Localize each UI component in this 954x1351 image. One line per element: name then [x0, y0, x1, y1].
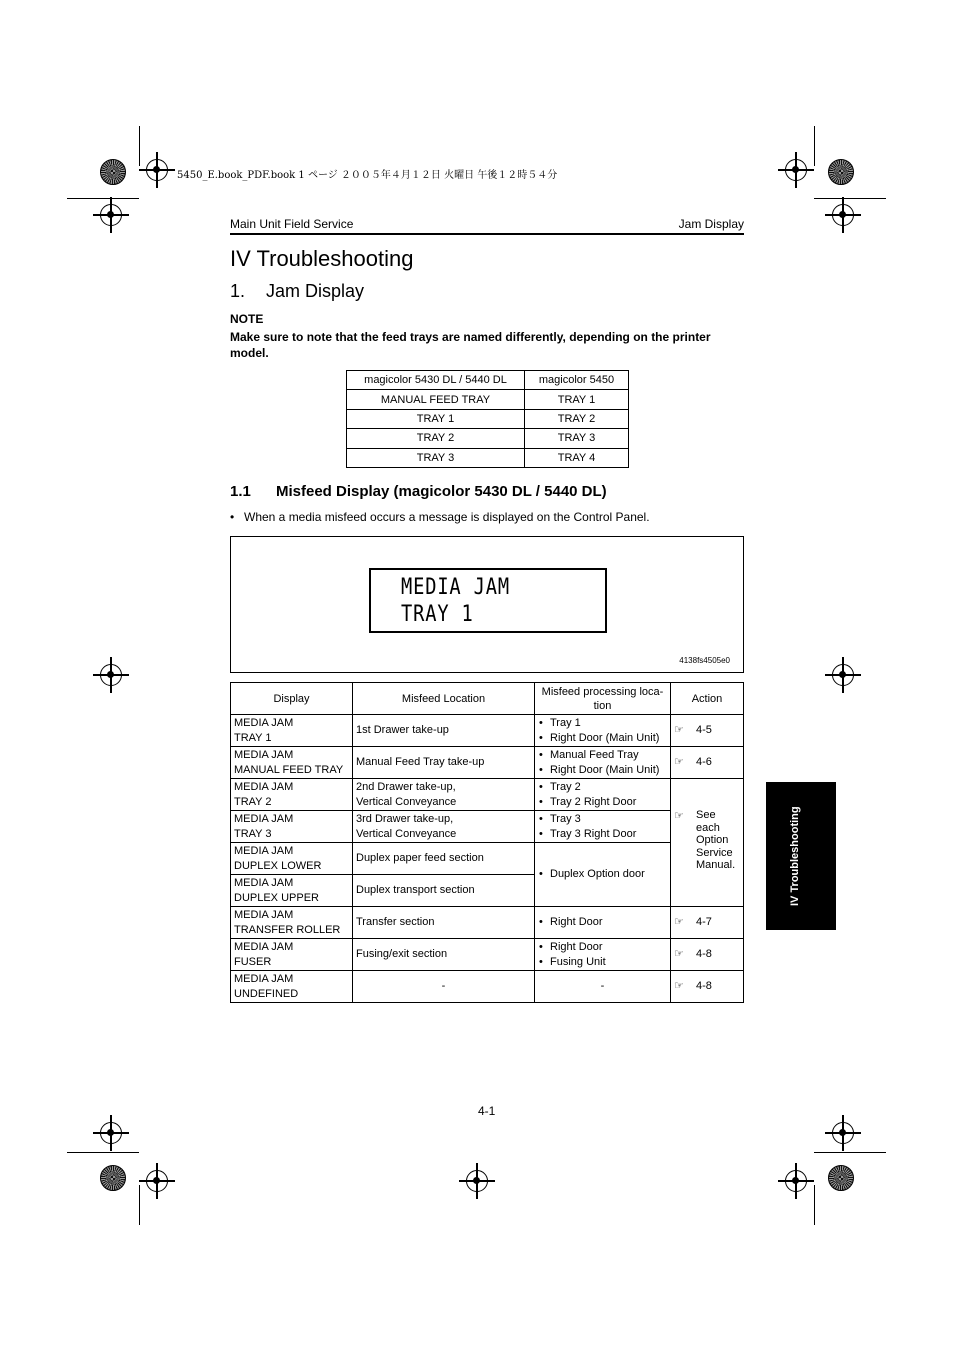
location-line: Vertical Conveyance — [356, 827, 457, 840]
table-row — [231, 747, 744, 779]
processing-item: • Tray 3 Right Door — [538, 827, 667, 842]
processing-cell — [535, 779, 671, 811]
registration-mark-icon — [100, 204, 122, 226]
display-line: TRAY 2 — [234, 795, 272, 808]
table-header: magicolor 5430 DL / 5440 DL — [347, 371, 525, 390]
page-number: 4-1 — [478, 1104, 496, 1118]
table-header-row — [347, 371, 629, 390]
table-header: magicolor 5450 — [525, 371, 629, 390]
table-cell: TRAY 2 — [525, 409, 629, 428]
hand-pointer-icon: ☞ — [674, 724, 684, 737]
display-line: MEDIA JAM — [234, 877, 294, 889]
action-line: See — [696, 809, 716, 821]
display-line: MEDIA JAM — [234, 717, 294, 729]
registration-mark-icon — [785, 159, 807, 181]
registration-mark-icon — [146, 159, 168, 181]
tray-name-table — [346, 370, 629, 468]
color-bar-icon — [100, 159, 126, 185]
action-line: Option — [696, 834, 729, 846]
processing-item: • Fusing Unit — [538, 955, 667, 970]
registration-mark-icon — [832, 1122, 854, 1144]
processing-item: • Right Door (Main Unit) — [538, 731, 667, 746]
color-bar-icon — [828, 1165, 854, 1191]
display-cell — [231, 843, 353, 875]
processing-item: • Tray 2 — [538, 780, 667, 795]
bullet-icon: • — [230, 510, 235, 524]
display-line: MEDIA JAM — [234, 813, 294, 825]
table-row — [231, 715, 744, 747]
registration-mark-icon — [785, 1170, 807, 1192]
location-cell: 1st Drawer take-up — [353, 715, 535, 747]
crop-mark — [67, 1152, 139, 1153]
processing-cell — [535, 747, 671, 779]
action-ref: 4-8 — [696, 980, 712, 993]
location-cell: Fusing/exit section — [353, 939, 535, 971]
location-line: 2nd Drawer take-up, — [356, 781, 456, 793]
action-cell — [671, 779, 744, 907]
display-cell — [231, 939, 353, 971]
table-row — [231, 939, 744, 971]
bullet-text: When a media misfeed occurs a message is displayed on the Control Panel. — [244, 510, 650, 524]
chapter-side-tab — [766, 782, 836, 930]
processing-cell: - — [535, 971, 671, 1003]
display-cell — [231, 811, 353, 843]
lcd-display — [369, 568, 607, 633]
location-cell: Duplex paper feed section — [353, 843, 535, 875]
location-cell — [353, 811, 535, 843]
action-cell — [671, 747, 744, 779]
hand-pointer-icon: ☞ — [674, 980, 684, 993]
processing-item: • Tray 3 — [538, 812, 667, 827]
hand-pointer-icon: ☞ — [674, 810, 684, 822]
crop-mark — [139, 126, 140, 166]
table-cell: TRAY 2 — [347, 429, 525, 448]
location-line: Vertical Conveyance — [356, 795, 457, 808]
table-cell: TRAY 1 — [347, 409, 525, 428]
display-cell — [231, 971, 353, 1003]
registration-mark-icon — [100, 1122, 122, 1144]
display-line: MANUAL FEED TRAY — [234, 763, 344, 776]
table-header: Action — [671, 683, 744, 715]
processing-cell — [535, 939, 671, 971]
lcd-line-2: TRAY 1 — [401, 602, 474, 627]
processing-item: • Duplex Option door — [538, 867, 667, 882]
display-line: MEDIA JAM — [234, 941, 294, 953]
table-row — [231, 843, 744, 875]
action-cell — [671, 715, 744, 747]
processing-item: • Tray 1 — [538, 716, 667, 731]
hand-pointer-icon: ☞ — [674, 916, 684, 929]
crop-mark — [814, 198, 886, 199]
action-ref: 4-8 — [696, 948, 712, 961]
location-line: 3rd Drawer take-up, — [356, 813, 454, 825]
table-header: Display — [231, 683, 353, 715]
processing-cell — [535, 907, 671, 939]
running-header-right: Jam Display — [678, 217, 744, 231]
display-line: FUSER — [234, 955, 272, 968]
table-cell: TRAY 3 — [525, 429, 629, 448]
table-row — [347, 409, 629, 428]
table-cell: TRAY 1 — [525, 390, 629, 409]
figure-code: 4138fs4505e0 — [679, 656, 730, 665]
section-number: 1. — [230, 281, 246, 301]
location-cell — [353, 779, 535, 811]
action-line: Service — [696, 846, 733, 859]
display-cell — [231, 907, 353, 939]
crop-mark — [139, 1185, 140, 1225]
bullet-item — [230, 510, 650, 524]
table-header-row — [231, 683, 744, 715]
print-job-header: 5450_E.book_PDF.book 1 ページ ２００５年４月１２日 火曜日 午後１２時５４分 — [177, 170, 558, 181]
display-cell — [231, 715, 353, 747]
action-ref: 4-6 — [696, 756, 712, 769]
header-rule — [230, 233, 744, 235]
location-cell: Duplex transport section — [353, 875, 535, 907]
side-tab-label: IV Troubleshooting — [789, 806, 801, 906]
hand-pointer-icon: ☞ — [674, 948, 684, 961]
hand-pointer-icon: ☞ — [674, 756, 684, 769]
subsection-title: Misfeed Display (magicolor 5430 DL / 5440 DL) — [276, 483, 607, 500]
action-ref: 4-7 — [696, 916, 712, 929]
crop-mark — [814, 126, 815, 166]
action-cell — [671, 907, 744, 939]
section-heading — [230, 281, 364, 302]
table-row — [347, 429, 629, 448]
display-cell — [231, 779, 353, 811]
registration-mark-icon — [100, 664, 122, 686]
subsection-number: 1.1 — [230, 483, 251, 500]
display-line: DUPLEX UPPER — [234, 891, 319, 904]
crop-mark — [814, 1152, 886, 1153]
processing-item: • Right Door — [538, 915, 667, 930]
table-row — [231, 811, 744, 843]
table-header: Misfeed Location — [353, 683, 535, 715]
table-cell: TRAY 4 — [525, 448, 629, 467]
section-title: Jam Display — [266, 281, 365, 301]
display-line: DUPLEX LOWER — [234, 859, 322, 872]
running-header-left: Main Unit Field Service — [230, 217, 354, 231]
action-ref: 4-5 — [696, 724, 712, 737]
display-line: TRANSFER ROLLER — [234, 923, 341, 936]
crop-mark — [814, 1185, 815, 1225]
control-panel-figure — [230, 536, 744, 673]
crop-mark — [67, 198, 139, 199]
display-line: TRAY 1 — [234, 731, 272, 744]
display-line: TRAY 3 — [234, 827, 272, 840]
display-cell — [231, 747, 353, 779]
table-row — [347, 448, 629, 467]
lcd-line-1: MEDIA JAM — [401, 575, 510, 600]
processing-item: • Tray 2 Right Door — [538, 795, 667, 810]
processing-cell — [535, 843, 671, 907]
registration-mark-icon — [146, 1170, 168, 1192]
table-row — [231, 779, 744, 811]
chapter-title: IV Troubleshooting — [230, 246, 414, 271]
display-line: UNDEFINED — [234, 987, 299, 1000]
location-cell: Transfer section — [353, 907, 535, 939]
table-row — [231, 907, 744, 939]
misfeed-table — [230, 682, 744, 1003]
display-cell — [231, 875, 353, 907]
table-cell: TRAY 3 — [347, 448, 525, 467]
action-cell — [671, 971, 744, 1003]
display-line: MEDIA JAM — [234, 909, 294, 921]
location-cell: Manual Feed Tray take-up — [353, 747, 535, 779]
color-bar-icon — [100, 1165, 126, 1191]
processing-item: • Right Door (Main Unit) — [538, 763, 667, 778]
table-row — [347, 390, 629, 409]
processing-cell — [535, 715, 671, 747]
registration-mark-icon — [466, 1170, 488, 1192]
note-label: NOTE — [230, 312, 264, 326]
registration-mark-icon — [832, 204, 854, 226]
note-text: Make sure to note that the feed trays are named differently, depending on the printer model. — [230, 330, 711, 360]
display-line: MEDIA JAM — [234, 973, 294, 985]
registration-mark-icon — [832, 664, 854, 686]
table-cell: MANUAL FEED TRAY — [347, 390, 525, 409]
color-bar-icon — [828, 159, 854, 185]
table-header: Misfeed processing loca- tion — [535, 683, 671, 715]
processing-cell — [535, 811, 671, 843]
table-row — [231, 971, 744, 1003]
display-line: MEDIA JAM — [234, 781, 294, 793]
display-line: MEDIA JAM — [234, 845, 294, 857]
display-line: MEDIA JAM — [234, 749, 294, 761]
action-line: Manual. — [696, 859, 736, 871]
processing-item: • Right Door — [538, 940, 667, 955]
location-cell: - — [353, 971, 535, 1003]
subsection-heading — [230, 483, 607, 500]
action-cell — [671, 939, 744, 971]
processing-item: • Manual Feed Tray — [538, 748, 667, 763]
action-line: each — [696, 821, 720, 834]
